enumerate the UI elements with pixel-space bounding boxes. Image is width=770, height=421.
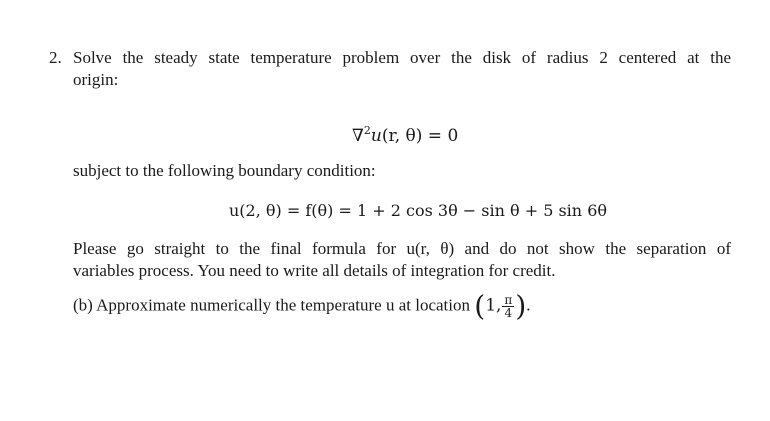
laplace-equation	[352, 121, 458, 146]
nabla-symbol: ∇	[352, 126, 364, 146]
laplacian-exponent: 2	[363, 124, 371, 137]
instruction-line2: variables process. You need to write all details of integration for credit.	[73, 261, 556, 280]
point-r-value: 1,	[485, 295, 502, 316]
fraction-denominator: 4	[504, 306, 513, 320]
boundary-condition-equation: u(2, θ) = f(θ) = 1 + 2 cos 3θ − sin θ + 5 sin 6θ	[229, 201, 607, 220]
part-b-text: (b) Approximate numerically the temperature u at location	[73, 295, 470, 315]
problem-intro-line2: origin:	[73, 70, 119, 89]
open-paren: (	[474, 289, 486, 323]
problem-intro-line1: Solve the steady state temperature problem over the disk of radius 2 centered at the	[73, 48, 731, 67]
fraction-numerator: π	[504, 293, 513, 307]
function-u: u	[370, 126, 382, 146]
close-paren: )	[515, 289, 527, 323]
problem-number: 2.	[49, 48, 62, 67]
pi-over-four-fraction	[502, 294, 514, 319]
part-b-question	[73, 289, 531, 323]
instruction-line1: Please go straight to the final formula for u(r, θ) and do not show the separation of	[73, 239, 731, 258]
equation-args: (r, θ) = 0	[381, 126, 459, 146]
boundary-intro: subject to the following boundary condition:	[73, 161, 376, 180]
part-b-period: .	[526, 295, 531, 315]
